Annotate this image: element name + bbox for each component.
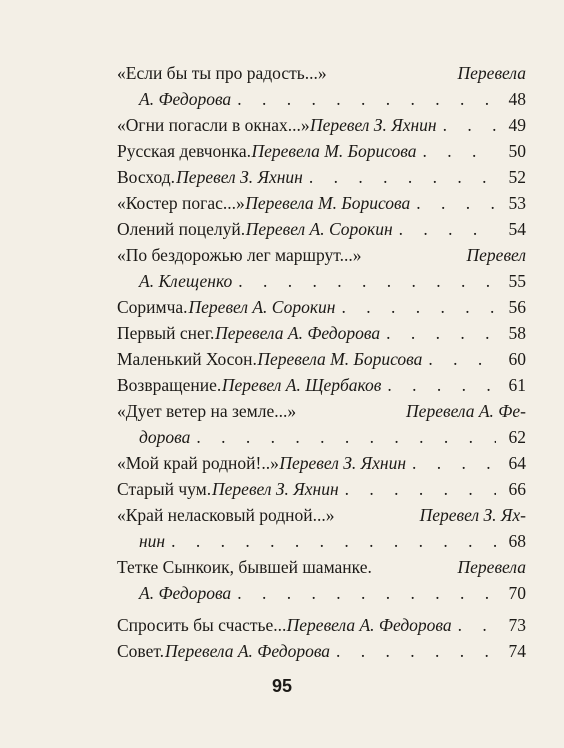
toc-entry: [117, 242, 526, 294]
entry-translator: Перевела: [457, 557, 526, 577]
toc-line: [117, 216, 526, 242]
entry-page-number: 64: [508, 453, 526, 473]
dot-leader: [232, 268, 496, 294]
entry-translator: Перевела М. Борисова: [245, 193, 411, 213]
entry-title: «Огни погасли в окнах...»: [117, 115, 310, 135]
toc-entry: [117, 346, 526, 372]
entry-translator: Перевел З. Яхнин: [176, 167, 303, 187]
toc-entry: [117, 476, 526, 502]
dot-leader: [303, 164, 496, 190]
entry-title: «По бездорожью лег маршрут...»: [117, 245, 362, 265]
dot-leader: [406, 450, 496, 476]
entry-page-number: 68: [508, 531, 526, 551]
dot-leader: [422, 346, 496, 372]
entry-title: «Мой край родной!..»: [117, 453, 279, 473]
toc-entry: [117, 112, 526, 138]
entry-page-number: 62: [508, 427, 526, 447]
toc-line: [117, 164, 526, 190]
toc-line: [117, 268, 526, 294]
dot-leader: [231, 580, 496, 606]
entry-translator: Перевела А. Федорова: [215, 323, 381, 343]
entry-title: «Костер погас...»: [117, 193, 245, 213]
toc-line: [117, 612, 526, 638]
entry-translator: Перевел А. Сорокин: [245, 219, 393, 239]
table-of-contents: [117, 60, 526, 664]
dot-leader: [339, 476, 496, 502]
entry-page-number: 74: [508, 641, 526, 661]
entry-page-number: 53: [508, 193, 526, 213]
toc-entry: [117, 450, 526, 476]
toc-entry: [117, 216, 526, 242]
entry-translator: Перевел З. Ях-: [419, 505, 526, 525]
toc-entry: [117, 372, 526, 398]
dot-leader: [190, 424, 496, 450]
entry-page-number: 48: [508, 89, 526, 109]
toc-entry: [117, 398, 526, 450]
entry-translator: нин: [139, 531, 166, 551]
entry-translator: Перевел З. Яхнин: [309, 115, 437, 135]
toc-line: [117, 554, 526, 580]
dot-leader: [452, 612, 496, 638]
toc-entry: [117, 502, 526, 554]
toc-entry: [117, 320, 526, 346]
entry-title: Соримча.: [117, 297, 188, 317]
entry-translator: А. Федорова: [139, 89, 232, 109]
entry-translator: Перевел З. Яхнин: [212, 479, 339, 499]
dot-leader: [335, 294, 496, 320]
entry-title: Восход.: [117, 167, 176, 187]
entry-translator: Перевел А. Сорокин: [188, 297, 336, 317]
toc-line: [117, 398, 526, 424]
toc-line: [117, 372, 526, 398]
entry-translator: Перевел: [466, 245, 526, 265]
toc-line: [117, 450, 526, 476]
toc-entry: [117, 138, 526, 164]
entry-translator: А. Клещенко: [139, 271, 233, 291]
entry-page-number: 56: [508, 297, 526, 317]
entry-page-number: 54: [508, 219, 526, 239]
toc-line: [117, 138, 526, 164]
toc-entry: [117, 164, 526, 190]
entry-translator: Перевела А. Федорова: [165, 641, 331, 661]
entry-title: Старый чум.: [117, 479, 212, 499]
dot-leader: [393, 216, 496, 242]
toc-line: [117, 528, 526, 554]
toc-entry: [117, 294, 526, 320]
entry-translator: Перевела А. Федорова: [286, 615, 452, 635]
entry-translator: Перевела М. Борисова: [257, 349, 423, 369]
toc-entry: [117, 612, 526, 638]
entry-title: Совет.: [117, 641, 165, 661]
entry-translator: А. Федорова: [139, 583, 232, 603]
entry-page-number: 60: [508, 349, 526, 369]
toc-line: [117, 638, 526, 664]
entry-title: Спросить бы счастье...: [117, 615, 287, 635]
entry-title: Первый снег.: [117, 323, 215, 343]
dot-leader: [437, 112, 496, 138]
toc-line: [117, 424, 526, 450]
dot-leader: [231, 86, 496, 112]
entry-title: «Если бы ты про радость...»: [117, 63, 327, 83]
entry-translator: Перевел З. Яхнин: [279, 453, 407, 473]
entry-translator: Перевела М. Борисова: [251, 141, 417, 161]
entry-title: Тетке Сынкоик, бывшей шаманке.: [117, 557, 372, 577]
toc-line: [117, 242, 526, 268]
entry-translator: Перевел А. Щербаков: [221, 375, 382, 395]
entry-page-number: 58: [508, 323, 526, 343]
entry-page-number: 61: [508, 375, 526, 395]
toc-entry: [117, 190, 526, 216]
entry-page-number: 49: [508, 115, 526, 135]
toc-line: [117, 112, 526, 138]
entry-title: «Дует ветер на земле...»: [117, 401, 297, 421]
toc-line: [117, 346, 526, 372]
dot-leader: [165, 528, 496, 554]
page-number: 95: [271, 676, 293, 696]
dot-leader: [417, 138, 497, 164]
toc-entry: [117, 554, 526, 606]
entry-page-number: 50: [508, 141, 526, 161]
toc-entry: [117, 638, 526, 664]
toc-line: [117, 60, 526, 86]
entry-page-number: 66: [508, 479, 526, 499]
entry-title: Русская девчонка.: [117, 141, 252, 161]
entry-page-number: 70: [508, 583, 526, 603]
entry-title: «Край неласковый родной...»: [117, 505, 335, 525]
entry-title: Маленький Хосон.: [117, 349, 257, 369]
toc-line: [117, 190, 526, 216]
entry-translator: дорова: [139, 427, 191, 447]
toc-line: [117, 502, 526, 528]
toc-line: [117, 320, 526, 346]
entry-translator: Перевела А. Фе-: [406, 401, 526, 421]
toc-line: [117, 294, 526, 320]
entry-page-number: 73: [508, 615, 526, 635]
entry-page-number: 52: [508, 167, 526, 187]
entry-page-number: 55: [508, 271, 526, 291]
dot-leader: [380, 320, 496, 346]
entry-title: Возвращение.: [117, 375, 222, 395]
toc-line: [117, 580, 526, 606]
dot-leader: [381, 372, 496, 398]
toc-entry: [117, 60, 526, 112]
entry-title: Олений поцелуй.: [117, 219, 246, 239]
dot-leader: [410, 190, 496, 216]
toc-line: [117, 476, 526, 502]
entry-translator: Перевела: [457, 63, 526, 83]
toc-line: [117, 86, 526, 112]
dot-leader: [330, 638, 496, 664]
